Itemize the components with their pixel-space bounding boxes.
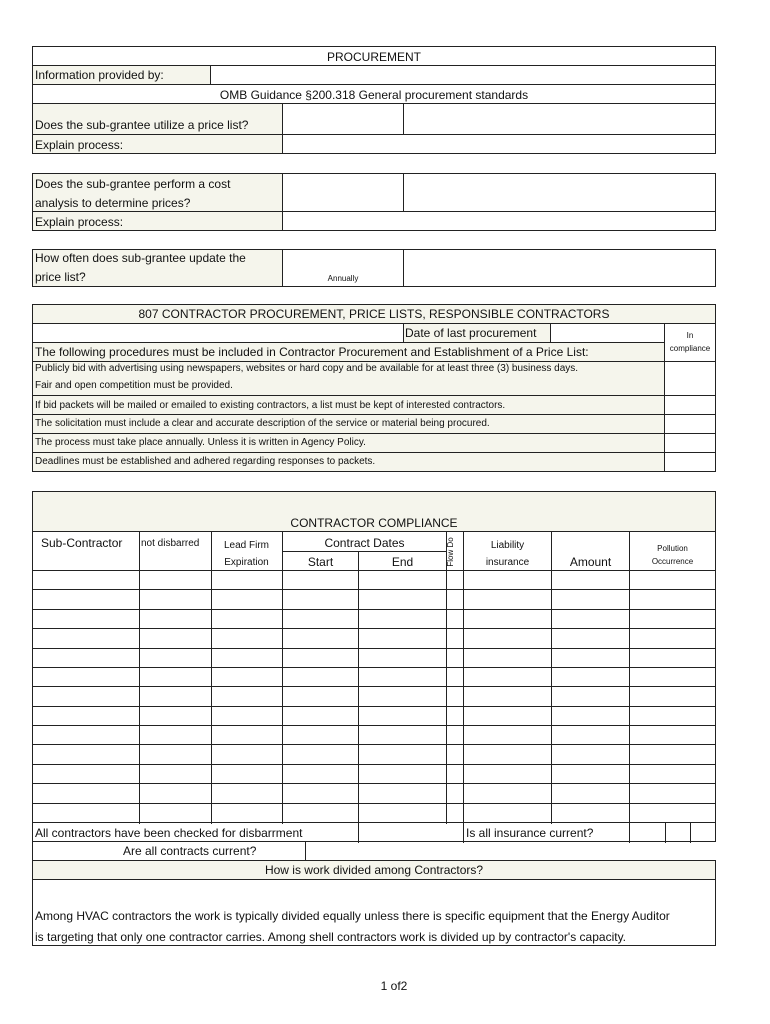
in-compliance-label-1: In	[686, 331, 694, 340]
cost-question-line2: analysis to determine prices?	[35, 196, 191, 210]
insurance-current-no[interactable]	[666, 823, 690, 842]
contracts-current-answer[interactable]	[270, 842, 305, 860]
explain-process-field-2[interactable]	[283, 212, 715, 230]
info-label: Information provided by:	[35, 68, 164, 82]
all-checked-answer[interactable]	[359, 823, 446, 842]
price-list-question: Does the sub-grantee utilize a price list?	[35, 118, 249, 132]
price-list-answer[interactable]	[283, 104, 403, 134]
col-sub-contractor: Sub-Contractor	[41, 536, 123, 550]
col-lead-firm: Lead Firm	[223, 540, 269, 551]
cost-analysis-answer[interactable]	[283, 174, 403, 211]
col-amount: Amount	[569, 555, 612, 569]
all-checked-label: All contractors have been checked for disbarrment	[35, 826, 303, 840]
table-row[interactable]	[33, 687, 715, 706]
table-row[interactable]	[33, 745, 715, 764]
omb-guidance: OMB Guidance §200.318 General procurement standards	[219, 88, 529, 102]
page-number: 1 of2	[380, 979, 408, 993]
update-question-line1: How often does sub-grantee update the	[35, 251, 246, 265]
col-end: End	[391, 555, 414, 569]
update-frequency-notes[interactable]	[404, 250, 715, 286]
col-occurrence: Occurrence	[651, 557, 694, 566]
table-row[interactable]	[33, 707, 715, 725]
table-row[interactable]	[33, 726, 715, 744]
table-row[interactable]	[33, 649, 715, 667]
col-contract-dates: Contract Dates	[324, 536, 405, 550]
contracts-current-label: Are all contracts current?	[123, 844, 257, 858]
update-frequency-answer[interactable]: Annually	[327, 274, 359, 283]
work-division-answer-line1: Among HVAC contractors the work is typically divided equally unless there is specific equipment that the Energy Auditor	[35, 909, 670, 923]
work-division-answer-line2: is targeting that only one contractor carries. Among shell contractors work is divided up by contractor's capacity.	[35, 930, 627, 944]
col-expiration: Expiration	[224, 557, 269, 568]
procedure-item-5: The process must take place annually. Unless it is written in Agency Policy.	[35, 437, 366, 448]
table-row[interactable]	[33, 804, 715, 822]
insurance-current-label: Is all insurance current?	[466, 826, 594, 840]
update-question-line2: price list?	[35, 270, 86, 284]
table-row[interactable]	[33, 571, 715, 589]
col-not-disbarred: not disbarred	[141, 538, 200, 549]
procedure-item-2: Fair and open competition must be provided.	[35, 380, 233, 391]
in-compliance-label-2: compliance	[669, 344, 711, 353]
procurement-title: PROCUREMENT	[326, 50, 421, 64]
section-807-title: 807 CONTRACTOR PROCUREMENT, PRICE LISTS, RESPONSIBLE CONTRACTORS	[138, 307, 610, 321]
col-flow-down: Flow Do	[446, 537, 455, 567]
table-row[interactable]	[33, 765, 715, 783]
procedure-item-1: Publicly bid with advertising using newspapers, websites or hard copy and be available for at least three (3) business days.	[35, 363, 579, 374]
table-row[interactable]	[33, 590, 715, 609]
compliance-check-5[interactable]	[665, 453, 715, 471]
col-start: Start	[307, 555, 334, 569]
insurance-current-na[interactable]	[691, 823, 715, 842]
col-insurance: insurance	[485, 557, 530, 568]
contractor-compliance-title: CONTRACTOR COMPLIANCE	[290, 516, 458, 530]
table-row[interactable]	[33, 610, 715, 628]
table-row[interactable]	[33, 784, 715, 803]
procedure-item-6: Deadlines must be established and adhered regarding responses to packets.	[35, 456, 376, 467]
date-last-procurement-label: Date of last procurement	[405, 326, 537, 340]
price-list-notes[interactable]	[404, 104, 715, 134]
procedure-item-4: The solicitation must include a clear and accurate description of the service or material being procured.	[35, 418, 490, 429]
procedure-item-3: If bid packets will be mailed or emailed to existing contractors, a list must be kept of interested contractors.	[35, 400, 506, 411]
cost-question-line1: Does the sub-grantee perform a cost	[35, 177, 231, 191]
procedures-label: The following procedures must be included in Contractor Procurement and Establishment of a Price List:	[35, 345, 589, 359]
contractor-compliance-table	[32, 531, 716, 842]
col-pollution: Pollution	[657, 544, 688, 553]
compliance-check-2[interactable]	[665, 396, 715, 414]
explain-process-field[interactable]	[283, 135, 715, 153]
explain-process-label-2: Explain process:	[35, 215, 124, 229]
insurance-current-yes[interactable]	[630, 823, 665, 842]
compliance-check-1[interactable]	[665, 362, 715, 395]
compliance-check-3[interactable]	[665, 415, 715, 433]
cost-analysis-notes[interactable]	[404, 174, 715, 211]
info-provided-field[interactable]	[211, 66, 715, 84]
col-liability: Liability	[490, 540, 525, 551]
table-row[interactable]	[33, 629, 715, 648]
work-division-question: How is work divided among Contractors?	[264, 863, 484, 877]
compliance-check-4[interactable]	[665, 434, 715, 452]
table-row[interactable]	[33, 668, 715, 686]
date-last-procurement-field[interactable]	[551, 324, 663, 342]
explain-process-label: Explain process:	[35, 138, 124, 152]
